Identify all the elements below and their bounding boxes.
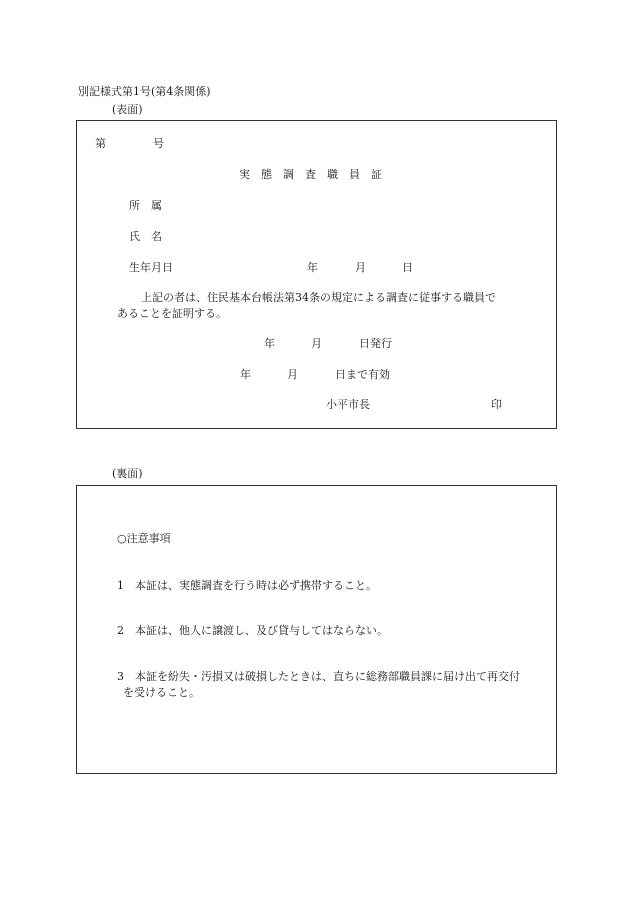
number-suffix: 号	[153, 137, 164, 150]
seal-mark: 印	[491, 398, 502, 411]
issue-year: 年	[264, 337, 275, 350]
name-label: 氏 名	[129, 230, 162, 243]
statement-line1: 上記の者は、住民基本台帳法第34条の規定による調査に従事する職員で	[141, 291, 496, 304]
valid-day: 日まで有効	[335, 368, 390, 381]
affiliation-label: 所 属	[129, 199, 162, 212]
dob-label: 生年月日	[129, 261, 173, 274]
back-label: (裏面)	[112, 467, 143, 480]
form-title: 別記様式第1号(第4条関係)	[78, 85, 211, 98]
front-label: (表面)	[112, 103, 143, 116]
valid-year: 年	[240, 368, 251, 381]
card-title: 実態調査職員証	[239, 168, 393, 181]
dob-day: 日	[402, 261, 413, 274]
issue-month: 月	[311, 337, 322, 350]
dob-year: 年	[307, 261, 318, 274]
valid-month: 月	[287, 368, 298, 381]
notes-heading: ○注意事項	[117, 532, 171, 545]
issuer-name: 小平市長	[326, 398, 370, 411]
issue-day: 日発行	[359, 337, 392, 350]
front-card-frame	[76, 120, 557, 429]
note-3-line1: 3 本証を紛失・汚損又は破損したときは、直ちに総務部職員課に届け出て再交付	[117, 670, 520, 683]
statement-line2: あることを証明する。	[117, 307, 227, 320]
number-prefix: 第	[95, 137, 106, 150]
note-3-line2: を受けること。	[123, 686, 200, 699]
note-1: 1 本証は、実態調査を行う時は必ず携帯すること。	[117, 579, 377, 592]
dob-month: 月	[355, 261, 366, 274]
note-2: 2 本証は、他人に譲渡し、及び貸与してはならない。	[117, 624, 388, 637]
